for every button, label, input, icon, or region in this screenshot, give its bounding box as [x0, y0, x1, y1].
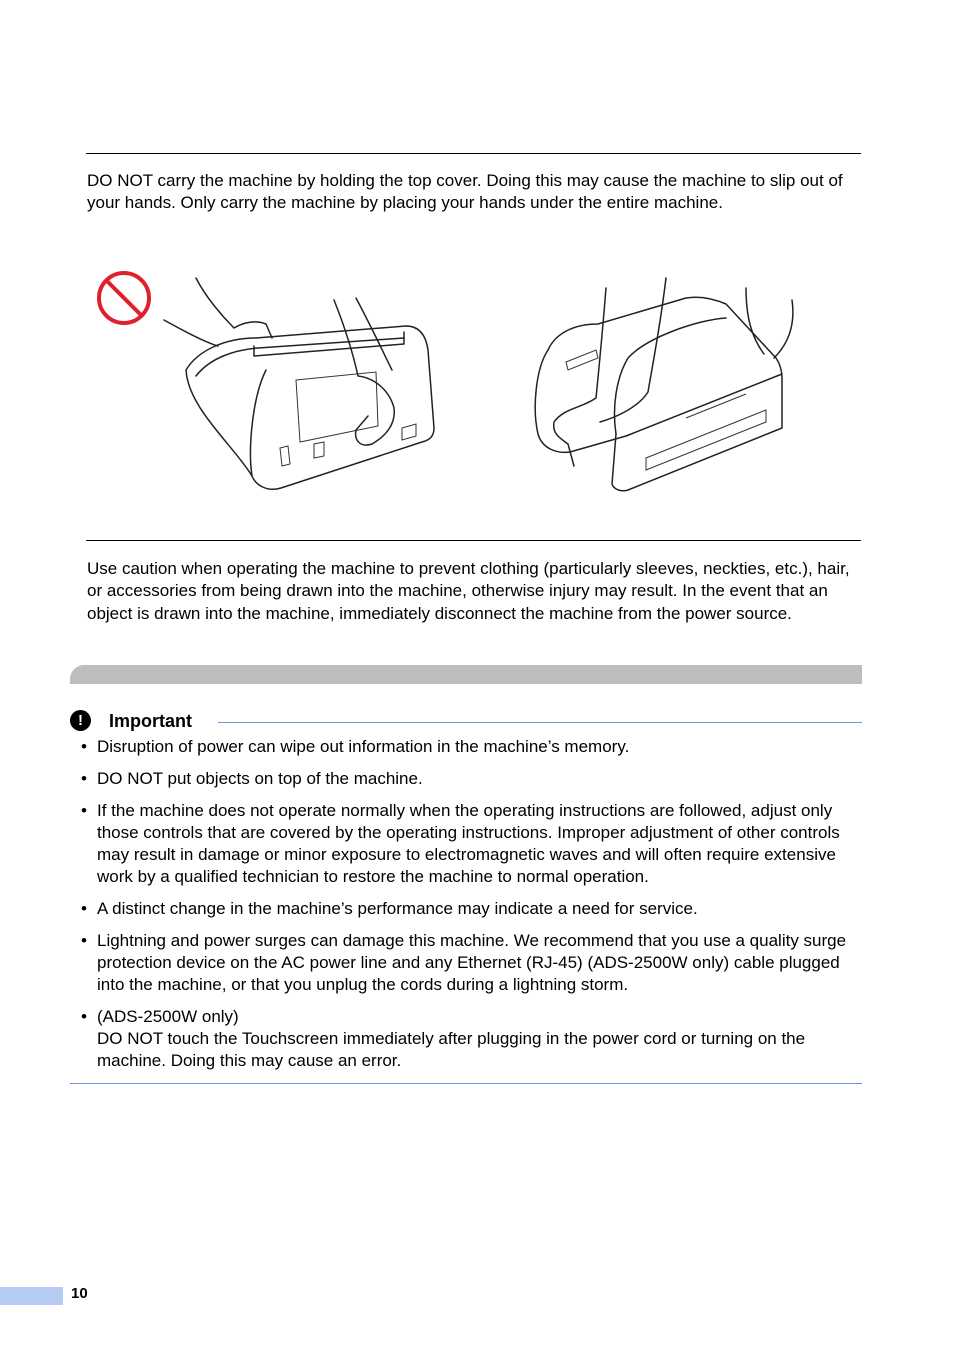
warning-top-rule: [86, 153, 861, 154]
important-item-text: • A distinct change in the machine’s performance may indicate a need for service.: [97, 899, 698, 918]
important-header: [70, 709, 862, 733]
correct-carry-illustration: [535, 278, 793, 491]
section-band: [70, 665, 862, 684]
page-number: 10: [71, 1285, 88, 1302]
prohibition-circle-icon: [99, 273, 149, 323]
carry-illustrations: [86, 258, 862, 508]
important-bottom-line: [70, 1083, 862, 1084]
page-tab: [0, 1287, 63, 1305]
important-item: [78, 736, 862, 758]
important-item: [78, 1006, 862, 1073]
important-item: [78, 898, 862, 920]
exclamation-icon: !: [70, 710, 91, 731]
important-item-text: • If the machine does not operate normally when the operating instructions are followed, adjust only those controls that are covered by the operating instructions. Improper adjustment of other controls may result in damage or minor exposure to electromagnetic waves and will often require extensive work by a qualified technician to restore the machine to normal operation.: [97, 800, 840, 887]
important-title: Important: [109, 711, 192, 731]
important-item: [78, 800, 862, 889]
important-header-line: [218, 722, 862, 723]
important-item: [78, 930, 862, 997]
important-item-text: • (ADS-2500W only): [97, 1007, 239, 1026]
important-item: [78, 768, 862, 790]
warning-clothing-text: Use caution when operating the machine to prevent clothing (particularly sleeves, neckties, etc.), hair, or accessories from being drawn into the machine, otherwise injury may result. In the event that an object is drawn into the machine, immediately disconnect the machine from the power source.: [87, 559, 850, 623]
warning-bottom-rule: [86, 540, 861, 541]
important-item-text: DO NOT touch the Touchscreen immediately after plugging in the power cord or turning on the machine. Doing this may cause an error.: [97, 1029, 806, 1071]
wrong-carry-illustration: [164, 278, 434, 489]
important-item-text: • Lightning and power surges can damage this machine. We recommend that you use a quality surge protection device on the AC power line and any Ethernet (RJ-45) (ADS-2500W only) cable plugged into the machine, or that you unplug the cords during a lightning storm.: [97, 930, 847, 995]
important-item-text: • Disruption of power can wipe out information in the machine’s memory.: [97, 737, 630, 756]
warning-carry-text: DO NOT carry the machine by holding the top cover. Doing this may cause the machine to slip out of your hands. Only carry the machine by placing your hands under the entire machine.: [87, 171, 843, 213]
important-list: [78, 736, 862, 1082]
important-item-text: • DO NOT put objects on top of the machine.: [97, 768, 423, 788]
